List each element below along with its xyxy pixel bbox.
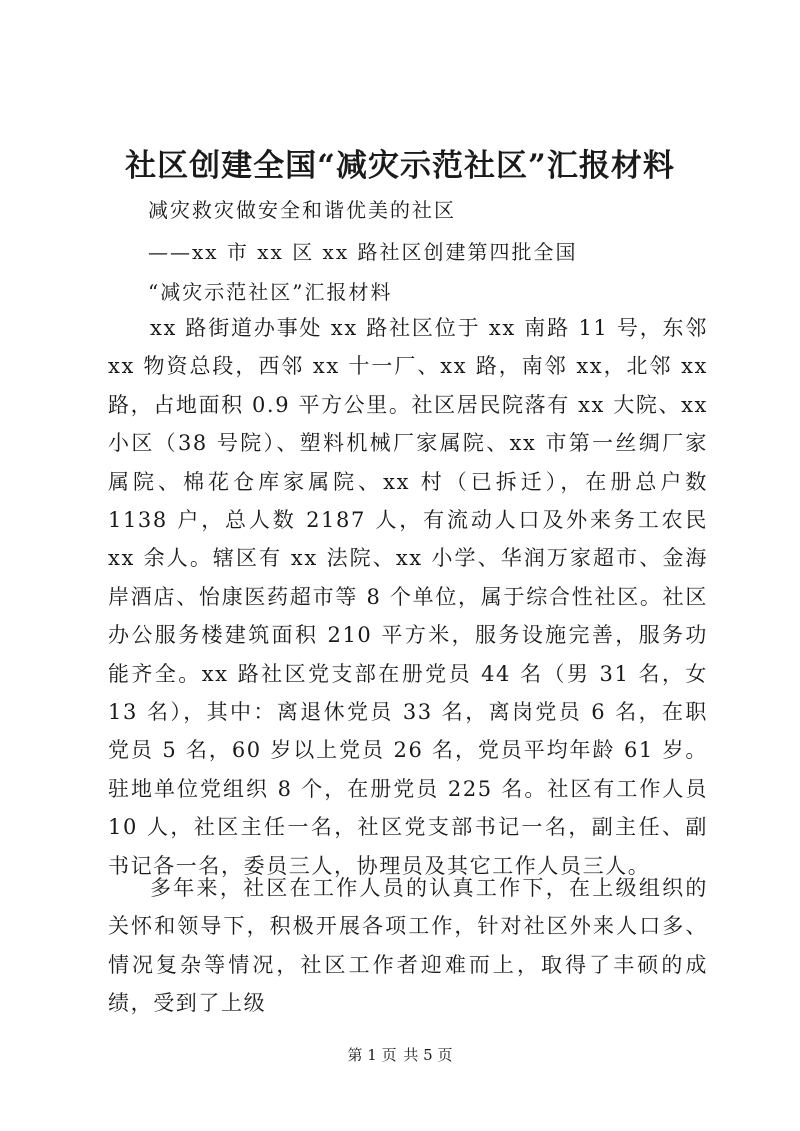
subtitle-line-3: “减灾示范社区”汇报材料 <box>148 280 393 304</box>
page-total: 共 5 页 <box>403 1046 453 1064</box>
page-footer <box>0 1044 800 1065</box>
page-number: 第 1 页 <box>347 1046 397 1064</box>
subtitle-line-1: 减灾救灾做安全和谐优美的社区 <box>148 198 456 222</box>
body-paragraph-1: xx 路街道办事处 xx 路社区位于 xx 南路 11 号，东邻 xx 物资总段，西邻 xx 十一厂、xx 路，南邻 xx，北邻 xx 路，占地面积 0.9 平方公里。社区居民院落有 xx 大院、xx 小区（38 号院）、塑料机械厂家属院、xx 市第一丝绸厂家属院、棉花仓库家属院、xx 村（已拆迁），在册总户数 1138 户，总人数 2187 人，有流动人口及外来务工农民 xx 余人。辖区有 xx 法院、xx 小学、华润万家超市、金海岸酒店、怡康医药超市等 8 个单位，属于综合性社区。社区办公服务楼建筑面积 210 平方米，服务设施完善，服务功能齐全。xx 路社区党支部在册党员 44 名（男 31 名，女 13 名），其中：离退休党员 33 名，离岗党员 6 名，在职党员 5 名，60 岁以上党员 26 名，党员平均年龄 61 岁。驻地单位党组织 8 个，在册党员 225 名。社区有工作人员 10 人，社区主任一名，社区党支部书记一名，副主任、副书记各一名，委员三人，协理员及其它工作人员三人。 <box>108 316 708 878</box>
body-paragraph-2: 多年来，社区在工作人员的认真工作下，在上级组织的关怀和领导下，积极开展各项工作，针对社区外来人口多、情况复杂等情况，社区工作者迎难而上，取得了丰硕的成绩，受到了上级 <box>108 876 708 1016</box>
subtitle-line-2: ——xx 市 xx 区 xx 路社区创建第四批全国 <box>148 240 578 264</box>
document-title: 社区创建全国“减灾示范社区”汇报材料 <box>125 148 675 184</box>
